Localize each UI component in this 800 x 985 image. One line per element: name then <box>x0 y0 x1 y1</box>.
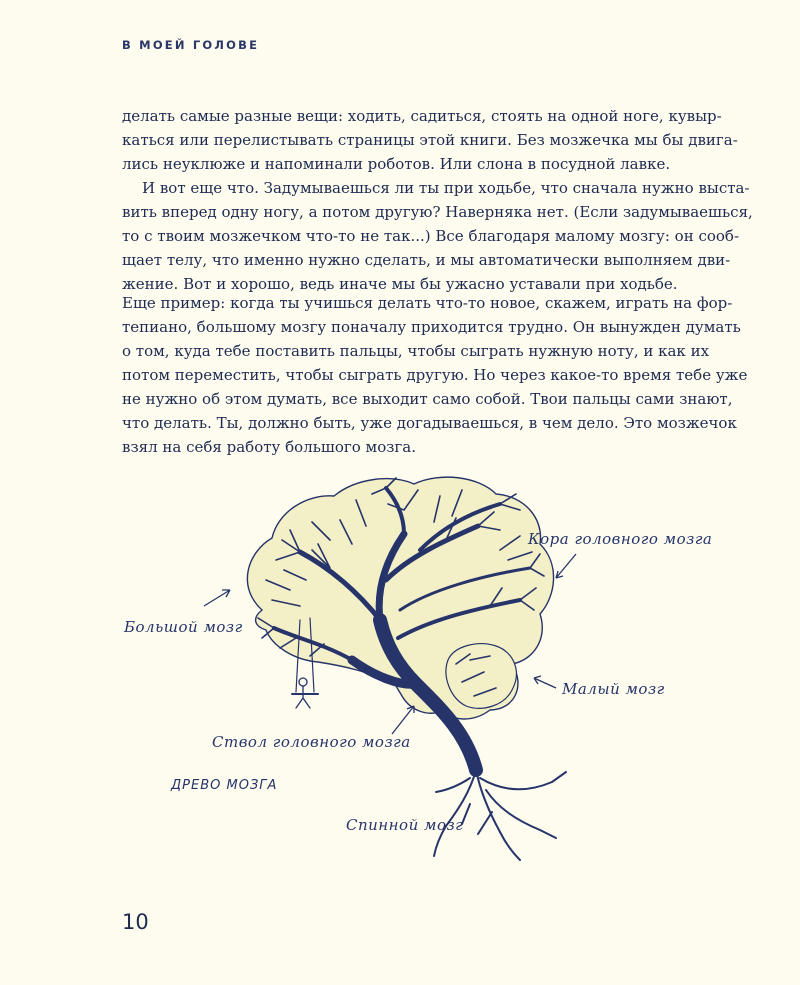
text-line: И вот еще что. Задумываешься ли ты при ходьбе, что сначала нужно выста- <box>142 179 750 197</box>
arrow-cerebellum <box>534 676 556 688</box>
label-cerebellum: Малый мозг <box>562 680 665 698</box>
text-line: тепиано, большому мозгу поначалу приходится трудно. Он вынужден думать <box>122 318 741 336</box>
text-line: лись неуклюже и напоминали роботов. Или слона в посудной лавке. <box>122 155 671 173</box>
arrow-cerebrum <box>204 590 230 606</box>
text-line: то с твоим мозжечком что-то не так...) Все благодаря малому мозгу: он сооб- <box>122 227 740 245</box>
page-number: 10 <box>122 910 149 934</box>
text-line: Еще пример: когда ты учишься делать что-то новое, скажем, играть на фор- <box>122 294 733 312</box>
text-line: о том, куда тебе поставить пальцы, чтобы сыграть нужную ноту, и как их <box>122 342 710 360</box>
label-spinal-cord: Спинной мозг <box>346 816 464 834</box>
text-line: щает телу, что именно нужно сделать, и мы автоматически выполняем дви- <box>122 251 731 269</box>
text-line: что делать. Ты, должно быть, уже догадываешься, в чем дело. Это мозжечок <box>122 414 737 432</box>
text-line: не нужно об этом думать, все выходит само собой. Твои пальцы сами знают, <box>122 390 733 408</box>
text-line: каться или перелистывать страницы этой книги. Без мозжечка мы бы двига- <box>122 131 738 149</box>
arrow-cortex <box>556 554 576 578</box>
text-line: вить вперед одну ногу, а потом другую? Наверняка нет. (Если задумываешься, <box>122 203 753 221</box>
arrow-brainstem <box>392 706 414 734</box>
illustration-caption: ДРЕВО МОЗГА <box>171 778 278 793</box>
cerebellum-lobe <box>446 644 516 709</box>
label-cortex: Кора головного мозга <box>528 530 713 548</box>
body-text-block-1 <box>122 104 753 296</box>
body-text-block-2 <box>122 291 748 459</box>
label-cerebrum: Большой мозг <box>124 618 243 636</box>
text-line: делать самые разные вещи: ходить, садиться, стоять на одной ноге, кувыр- <box>122 107 722 125</box>
text-line: взял на себя работу большого мозга. <box>122 438 416 456</box>
running-header: В МОЕЙ ГОЛОВЕ <box>122 38 260 52</box>
text-line: потом переместить, чтобы сыграть другую. Но через какое-то время тебе уже <box>122 366 748 384</box>
text-line: жение. Вот и хорошо, ведь иначе мы бы ужасно уставали при ходьбе. <box>122 275 678 293</box>
label-brainstem: Ствол головного мозга <box>212 733 411 751</box>
